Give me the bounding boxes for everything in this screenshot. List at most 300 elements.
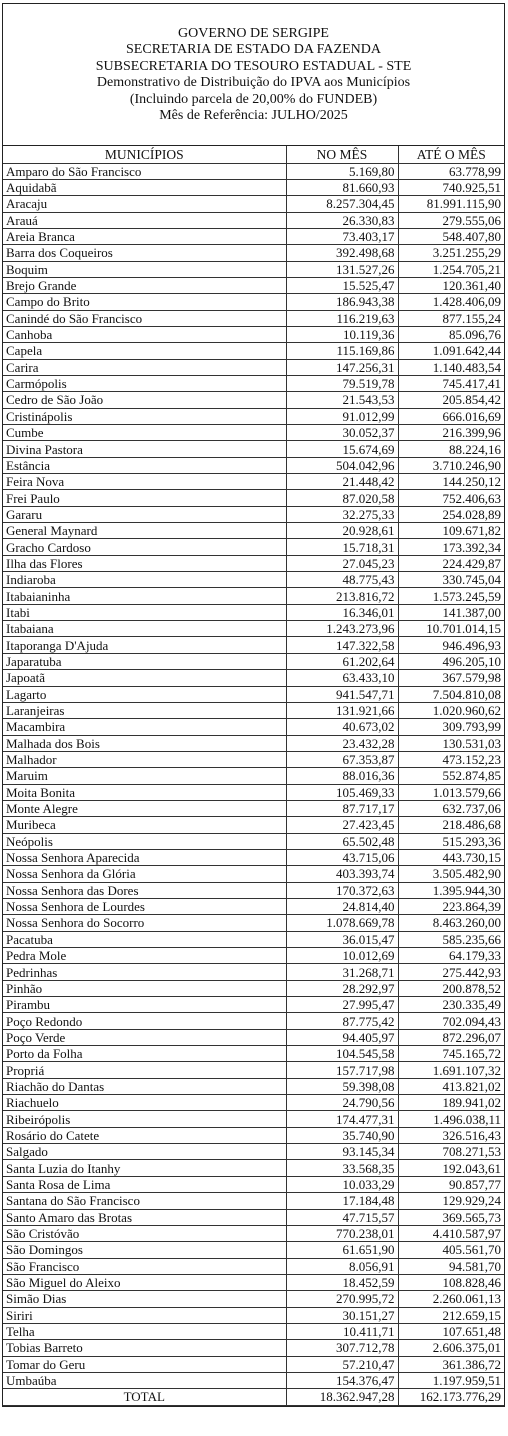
ate-o-mes-value: 1.395.944,30 xyxy=(398,882,504,898)
ate-o-mes-value: 108.828,46 xyxy=(398,1274,504,1290)
municipio-name: Carira xyxy=(3,359,286,375)
no-mes-value: 16.346,01 xyxy=(286,604,398,620)
ate-o-mes-value: 85.096,76 xyxy=(398,326,504,342)
ate-o-mes-value: 230.335,49 xyxy=(398,997,504,1013)
no-mes-value: 40.673,02 xyxy=(286,719,398,735)
no-mes-value: 307.712,78 xyxy=(286,1340,398,1356)
ate-o-mes-value: 218.486,68 xyxy=(398,817,504,833)
table-header-row xyxy=(3,146,504,163)
municipio-name: São Francisco xyxy=(3,1258,286,1274)
ate-o-mes-value: 740.925,51 xyxy=(398,179,504,195)
no-mes-value: 8.257.304,45 xyxy=(286,196,398,212)
municipio-name: Tobias Barreto xyxy=(3,1340,286,1356)
municipio-name: Muribeca xyxy=(3,817,286,833)
table-row xyxy=(3,163,504,179)
table-row xyxy=(3,670,504,686)
table-row xyxy=(3,702,504,718)
municipio-name: Riachão do Dantas xyxy=(3,1078,286,1094)
table-row xyxy=(3,1160,504,1176)
municipio-name: Salgado xyxy=(3,1144,286,1160)
no-mes-value: 48.775,43 xyxy=(286,572,398,588)
ate-o-mes-value: 192.043,61 xyxy=(398,1160,504,1176)
ate-o-mes-value: 1.691.107,32 xyxy=(398,1062,504,1078)
municipio-name: São Cristóvão xyxy=(3,1225,286,1241)
column-header-no-mes: NO MÊS xyxy=(286,146,398,163)
municipio-name: Frei Paulo xyxy=(3,490,286,506)
ate-o-mes-value: 877.155,24 xyxy=(398,310,504,326)
municipio-name: Siriri xyxy=(3,1307,286,1323)
municipio-name: Santo Amaro das Brotas xyxy=(3,1209,286,1225)
ate-o-mes-value: 2.260.061,13 xyxy=(398,1291,504,1307)
total-ate-o-mes: 162.173.776,29 xyxy=(398,1389,504,1405)
municipio-name: Amparo do São Francisco xyxy=(3,163,286,179)
no-mes-value: 31.268,71 xyxy=(286,964,398,980)
table-row xyxy=(3,1340,504,1356)
table-row xyxy=(3,849,504,865)
municipio-name: Pedra Mole xyxy=(3,948,286,964)
no-mes-value: 15.674,69 xyxy=(286,441,398,457)
municipio-name: Canhoba xyxy=(3,326,286,342)
municipio-name: Japoatã xyxy=(3,670,286,686)
ate-o-mes-value: 90.857,77 xyxy=(398,1176,504,1192)
ate-o-mes-value: 708.271,53 xyxy=(398,1144,504,1160)
no-mes-value: 21.543,53 xyxy=(286,392,398,408)
column-header-ate-o-mes: ATÉ O MÊS xyxy=(398,146,504,163)
table-row xyxy=(3,980,504,996)
municipio-name: Moita Bonita xyxy=(3,784,286,800)
no-mes-value: 403.393,74 xyxy=(286,866,398,882)
table-row xyxy=(3,294,504,310)
ate-o-mes-value: 109.671,82 xyxy=(398,523,504,539)
table-row xyxy=(3,1127,504,1143)
ate-o-mes-value: 745.165,72 xyxy=(398,1046,504,1062)
table-row xyxy=(3,1291,504,1307)
ate-o-mes-value: 144.250,12 xyxy=(398,474,504,490)
municipio-name: Japaratuba xyxy=(3,653,286,669)
no-mes-value: 1.078.669,78 xyxy=(286,915,398,931)
ate-o-mes-value: 585.235,66 xyxy=(398,931,504,947)
table-row xyxy=(3,359,504,375)
table-row xyxy=(3,948,504,964)
table-row xyxy=(3,898,504,914)
municipio-name: São Miguel do Aleixo xyxy=(3,1274,286,1290)
table-row xyxy=(3,196,504,212)
no-mes-value: 79.519,78 xyxy=(286,375,398,391)
no-mes-value: 35.740,90 xyxy=(286,1127,398,1143)
header-report-title: Demonstrativo de Distribuição do IPVA aos Municípios xyxy=(96,75,411,91)
header-reference-month: Mês de Referência: JULHO/2025 xyxy=(159,108,348,124)
no-mes-value: 23.432,28 xyxy=(286,735,398,751)
no-mes-value: 147.322,58 xyxy=(286,637,398,653)
table-row xyxy=(3,1111,504,1127)
municipio-name: Itabaiana xyxy=(3,621,286,637)
ate-o-mes-value: 1.573.245,59 xyxy=(398,588,504,604)
no-mes-value: 104.545,58 xyxy=(286,1046,398,1062)
no-mes-value: 154.376,47 xyxy=(286,1372,398,1388)
municipio-name: Propriá xyxy=(3,1062,286,1078)
municipio-name: Tomar do Geru xyxy=(3,1356,286,1372)
ate-o-mes-value: 1.013.579,66 xyxy=(398,784,504,800)
table-row xyxy=(3,751,504,767)
no-mes-value: 170.372,63 xyxy=(286,882,398,898)
ate-o-mes-value: 63.778,99 xyxy=(398,163,504,179)
municipio-name: Umbaúba xyxy=(3,1372,286,1388)
no-mes-value: 770.238,01 xyxy=(286,1225,398,1241)
table-row xyxy=(3,1323,504,1339)
ate-o-mes-value: 275.442,93 xyxy=(398,964,504,980)
table-row xyxy=(3,1144,504,1160)
ate-o-mes-value: 443.730,15 xyxy=(398,849,504,865)
ate-o-mes-value: 473.152,23 xyxy=(398,751,504,767)
municipio-name: Barra dos Coqueiros xyxy=(3,245,286,261)
ate-o-mes-value: 405.561,70 xyxy=(398,1242,504,1258)
table-row xyxy=(3,964,504,980)
no-mes-value: 116.219,63 xyxy=(286,310,398,326)
municipio-name: Macambira xyxy=(3,719,286,735)
municipio-name: Estância xyxy=(3,457,286,473)
table-row xyxy=(3,277,504,293)
ate-o-mes-value: 361.386,72 xyxy=(398,1356,504,1372)
table-body xyxy=(3,163,504,1389)
ate-o-mes-value: 141.387,00 xyxy=(398,604,504,620)
table-row xyxy=(3,1209,504,1225)
ate-o-mes-value: 872.296,07 xyxy=(398,1029,504,1045)
ate-o-mes-value: 745.417,41 xyxy=(398,375,504,391)
municipio-name: Santana do São Francisco xyxy=(3,1193,286,1209)
no-mes-value: 27.995,47 xyxy=(286,997,398,1013)
no-mes-value: 105.469,33 xyxy=(286,784,398,800)
table-row xyxy=(3,1176,504,1192)
no-mes-value: 10.119,36 xyxy=(286,326,398,342)
no-mes-value: 186.943,38 xyxy=(286,294,398,310)
table-row xyxy=(3,621,504,637)
ate-o-mes-value: 10.701.014,15 xyxy=(398,621,504,637)
no-mes-value: 43.715,06 xyxy=(286,849,398,865)
no-mes-value: 27.045,23 xyxy=(286,555,398,571)
no-mes-value: 131.527,26 xyxy=(286,261,398,277)
table-row xyxy=(3,212,504,228)
municipio-name: Ilha das Flores xyxy=(3,555,286,571)
municipio-name: Itabaianinha xyxy=(3,588,286,604)
municipio-name: Nossa Senhora da Glória xyxy=(3,866,286,882)
no-mes-value: 270.995,72 xyxy=(286,1291,398,1307)
no-mes-value: 131.921,66 xyxy=(286,702,398,718)
table-row xyxy=(3,228,504,244)
table-row xyxy=(3,408,504,424)
table-row xyxy=(3,375,504,391)
no-mes-value: 28.292,97 xyxy=(286,980,398,996)
municipio-name: Pacatuba xyxy=(3,931,286,947)
municipio-name: Cedro de São João xyxy=(3,392,286,408)
no-mes-value: 32.275,33 xyxy=(286,506,398,522)
municipio-name: Simão Dias xyxy=(3,1291,286,1307)
municipio-name: Aquidabã xyxy=(3,179,286,195)
table-row xyxy=(3,1029,504,1045)
total-row xyxy=(3,1389,504,1405)
ate-o-mes-value: 173.392,34 xyxy=(398,539,504,555)
table-row xyxy=(3,915,504,931)
table-row xyxy=(3,833,504,849)
municipio-name: São Domingos xyxy=(3,1242,286,1258)
no-mes-value: 91.012,99 xyxy=(286,408,398,424)
municipio-name: General Maynard xyxy=(3,523,286,539)
no-mes-value: 61.202,64 xyxy=(286,653,398,669)
ate-o-mes-value: 254.028,89 xyxy=(398,506,504,522)
municipio-name: Telha xyxy=(3,1323,286,1339)
report-header xyxy=(3,4,504,146)
ate-o-mes-value: 81.991.115,90 xyxy=(398,196,504,212)
municipio-name: Carmópolis xyxy=(3,375,286,391)
ate-o-mes-value: 107.651,48 xyxy=(398,1323,504,1339)
no-mes-value: 30.052,37 xyxy=(286,425,398,441)
no-mes-value: 81.660,93 xyxy=(286,179,398,195)
table-row xyxy=(3,539,504,555)
no-mes-value: 15.718,31 xyxy=(286,539,398,555)
total-label: TOTAL xyxy=(3,1389,286,1405)
no-mes-value: 59.398,08 xyxy=(286,1078,398,1094)
municipio-name: Nossa Senhora das Dores xyxy=(3,882,286,898)
no-mes-value: 10.033,29 xyxy=(286,1176,398,1192)
table-row xyxy=(3,392,504,408)
municipio-name: Malhada dos Bois xyxy=(3,735,286,751)
table-row xyxy=(3,997,504,1013)
table-row xyxy=(3,1046,504,1062)
municipio-name: Boquim xyxy=(3,261,286,277)
table-row xyxy=(3,1078,504,1094)
table-row xyxy=(3,719,504,735)
municipio-name: Itabi xyxy=(3,604,286,620)
table-row xyxy=(3,817,504,833)
ate-o-mes-value: 120.361,40 xyxy=(398,277,504,293)
municipio-name: Rosário do Catete xyxy=(3,1127,286,1143)
ate-o-mes-value: 548.407,80 xyxy=(398,228,504,244)
ate-o-mes-value: 946.496,93 xyxy=(398,637,504,653)
table-row xyxy=(3,931,504,947)
table-row xyxy=(3,490,504,506)
no-mes-value: 61.651,90 xyxy=(286,1242,398,1258)
no-mes-value: 94.405,97 xyxy=(286,1029,398,1045)
ate-o-mes-value: 130.531,03 xyxy=(398,735,504,751)
table-row xyxy=(3,800,504,816)
municipio-name: Cumbe xyxy=(3,425,286,441)
municipio-name: Canindé do São Francisco xyxy=(3,310,286,326)
no-mes-value: 392.498,68 xyxy=(286,245,398,261)
ate-o-mes-value: 1.496.038,11 xyxy=(398,1111,504,1127)
no-mes-value: 147.256,31 xyxy=(286,359,398,375)
municipio-name: Santa Rosa de Lima xyxy=(3,1176,286,1192)
table-row xyxy=(3,441,504,457)
table-row xyxy=(3,1372,504,1388)
municipio-name: Ribeirópolis xyxy=(3,1111,286,1127)
municipio-name: Nossa Senhora de Lourdes xyxy=(3,898,286,914)
table-row xyxy=(3,1095,504,1111)
no-mes-value: 67.353,87 xyxy=(286,751,398,767)
table-row xyxy=(3,261,504,277)
no-mes-value: 36.015,47 xyxy=(286,931,398,947)
municipio-name: Riachuelo xyxy=(3,1095,286,1111)
table-row xyxy=(3,474,504,490)
table-row xyxy=(3,310,504,326)
no-mes-value: 213.816,72 xyxy=(286,588,398,604)
ate-o-mes-value: 552.874,85 xyxy=(398,768,504,784)
table-row xyxy=(3,457,504,473)
municipio-name: Nossa Senhora do Socorro xyxy=(3,915,286,931)
table-row xyxy=(3,506,504,522)
no-mes-value: 87.775,42 xyxy=(286,1013,398,1029)
table-row xyxy=(3,343,504,359)
municipio-name: Pinhão xyxy=(3,980,286,996)
municipio-name: Feira Nova xyxy=(3,474,286,490)
no-mes-value: 33.568,35 xyxy=(286,1160,398,1176)
ate-o-mes-value: 189.941,02 xyxy=(398,1095,504,1111)
ate-o-mes-value: 1.428.406,09 xyxy=(398,294,504,310)
table-row xyxy=(3,1274,504,1290)
municipio-name: Areia Branca xyxy=(3,228,286,244)
table-row xyxy=(3,784,504,800)
ate-o-mes-value: 666.016,69 xyxy=(398,408,504,424)
no-mes-value: 8.056,91 xyxy=(286,1258,398,1274)
table-row xyxy=(3,588,504,604)
municipio-name: Cristinápolis xyxy=(3,408,286,424)
ate-o-mes-value: 367.579,98 xyxy=(398,670,504,686)
no-mes-value: 5.169,80 xyxy=(286,163,398,179)
ate-o-mes-value: 1.020.960,62 xyxy=(398,702,504,718)
table-row xyxy=(3,882,504,898)
ate-o-mes-value: 1.140.483,54 xyxy=(398,359,504,375)
ate-o-mes-value: 4.410.587,97 xyxy=(398,1225,504,1241)
header-subsecretariat: SUBSECRETARIA DO TESOURO ESTADUAL - STE xyxy=(95,58,412,74)
header-government: GOVERNO DE SERGIPE xyxy=(178,26,329,41)
municipio-name: Poço Verde xyxy=(3,1029,286,1045)
column-header-municipios: MUNICÍPIOS xyxy=(3,146,286,163)
no-mes-value: 21.448,42 xyxy=(286,474,398,490)
ate-o-mes-value: 330.745,04 xyxy=(398,572,504,588)
ate-o-mes-value: 632.737,06 xyxy=(398,800,504,816)
table-row xyxy=(3,686,504,702)
ate-o-mes-value: 515.293,36 xyxy=(398,833,504,849)
municipio-name: Laranjeiras xyxy=(3,702,286,718)
municipio-name: Gararu xyxy=(3,506,286,522)
no-mes-value: 17.184,48 xyxy=(286,1193,398,1209)
header-secretariat: SECRETARIA DE ESTADO DA FAZENDA xyxy=(126,42,381,58)
no-mes-value: 88.016,36 xyxy=(286,768,398,784)
ate-o-mes-value: 413.821,02 xyxy=(398,1078,504,1094)
ate-o-mes-value: 64.179,33 xyxy=(398,948,504,964)
municipio-name: Pirambu xyxy=(3,997,286,1013)
no-mes-value: 115.169,86 xyxy=(286,343,398,359)
no-mes-value: 93.145,34 xyxy=(286,1144,398,1160)
table-row xyxy=(3,735,504,751)
ate-o-mes-value: 1.091.642,44 xyxy=(398,343,504,359)
municipio-name: Itaporanga D'Ajuda xyxy=(3,637,286,653)
ate-o-mes-value: 3.505.482,90 xyxy=(398,866,504,882)
ate-o-mes-value: 216.399,96 xyxy=(398,425,504,441)
municipio-name: Maruim xyxy=(3,768,286,784)
ate-o-mes-value: 8.463.260,00 xyxy=(398,915,504,931)
municipio-name: Indiaroba xyxy=(3,572,286,588)
ate-o-mes-value: 279.555,06 xyxy=(398,212,504,228)
municipio-name: Porto da Folha xyxy=(3,1046,286,1062)
table-row xyxy=(3,245,504,261)
header-fundeb-note: (Incluindo parcela de 20,00% do FUNDEB) xyxy=(129,91,378,107)
distribution-table xyxy=(3,146,504,1406)
no-mes-value: 47.715,57 xyxy=(286,1209,398,1225)
no-mes-value: 15.525,47 xyxy=(286,277,398,293)
municipio-name: Neópolis xyxy=(3,833,286,849)
municipio-name: Capela xyxy=(3,343,286,359)
no-mes-value: 73.403,17 xyxy=(286,228,398,244)
ate-o-mes-value: 702.094,43 xyxy=(398,1013,504,1029)
no-mes-value: 63.433,10 xyxy=(286,670,398,686)
no-mes-value: 174.477,31 xyxy=(286,1111,398,1127)
ate-o-mes-value: 7.504.810,08 xyxy=(398,686,504,702)
no-mes-value: 24.814,40 xyxy=(286,898,398,914)
ate-o-mes-value: 3.710.246,90 xyxy=(398,457,504,473)
table-row xyxy=(3,555,504,571)
table-row xyxy=(3,637,504,653)
table-row xyxy=(3,1225,504,1241)
no-mes-value: 87.020,58 xyxy=(286,490,398,506)
table-row xyxy=(3,1258,504,1274)
ate-o-mes-value: 3.251.255,29 xyxy=(398,245,504,261)
no-mes-value: 1.243.273,96 xyxy=(286,621,398,637)
municipio-name: Gracho Cardoso xyxy=(3,539,286,555)
municipio-name: Brejo Grande xyxy=(3,277,286,293)
ate-o-mes-value: 369.565,73 xyxy=(398,1209,504,1225)
municipio-name: Santa Luzia do Itanhy xyxy=(3,1160,286,1176)
ate-o-mes-value: 1.197.959,51 xyxy=(398,1372,504,1388)
no-mes-value: 504.042,96 xyxy=(286,457,398,473)
ate-o-mes-value: 496.205,10 xyxy=(398,653,504,669)
ate-o-mes-value: 2.606.375,01 xyxy=(398,1340,504,1356)
ate-o-mes-value: 205.854,42 xyxy=(398,392,504,408)
no-mes-value: 57.210,47 xyxy=(286,1356,398,1372)
table-row xyxy=(3,1193,504,1209)
ate-o-mes-value: 224.429,87 xyxy=(398,555,504,571)
table-row xyxy=(3,523,504,539)
table-row xyxy=(3,1062,504,1078)
table-row xyxy=(3,768,504,784)
ipva-report xyxy=(2,3,505,1407)
no-mes-value: 10.411,71 xyxy=(286,1323,398,1339)
no-mes-value: 24.790,56 xyxy=(286,1095,398,1111)
no-mes-value: 26.330,83 xyxy=(286,212,398,228)
table-row xyxy=(3,866,504,882)
table-row xyxy=(3,1242,504,1258)
ate-o-mes-value: 326.516,43 xyxy=(398,1127,504,1143)
no-mes-value: 10.012,69 xyxy=(286,948,398,964)
municipio-name: Monte Alegre xyxy=(3,800,286,816)
ate-o-mes-value: 1.254.705,21 xyxy=(398,261,504,277)
ate-o-mes-value: 129.929,24 xyxy=(398,1193,504,1209)
municipio-name: Poço Redondo xyxy=(3,1013,286,1029)
no-mes-value: 27.423,45 xyxy=(286,817,398,833)
ate-o-mes-value: 94.581,70 xyxy=(398,1258,504,1274)
municipio-name: Campo do Brito xyxy=(3,294,286,310)
municipio-name: Lagarto xyxy=(3,686,286,702)
ate-o-mes-value: 309.793,99 xyxy=(398,719,504,735)
total-no-mes: 18.362.947,28 xyxy=(286,1389,398,1405)
table-row xyxy=(3,1013,504,1029)
ate-o-mes-value: 752.406,63 xyxy=(398,490,504,506)
no-mes-value: 30.151,27 xyxy=(286,1307,398,1323)
table-row xyxy=(3,604,504,620)
table-row xyxy=(3,1356,504,1372)
municipio-name: Divina Pastora xyxy=(3,441,286,457)
table-row xyxy=(3,653,504,669)
municipio-name: Nossa Senhora Aparecida xyxy=(3,849,286,865)
ate-o-mes-value: 223.864,39 xyxy=(398,898,504,914)
